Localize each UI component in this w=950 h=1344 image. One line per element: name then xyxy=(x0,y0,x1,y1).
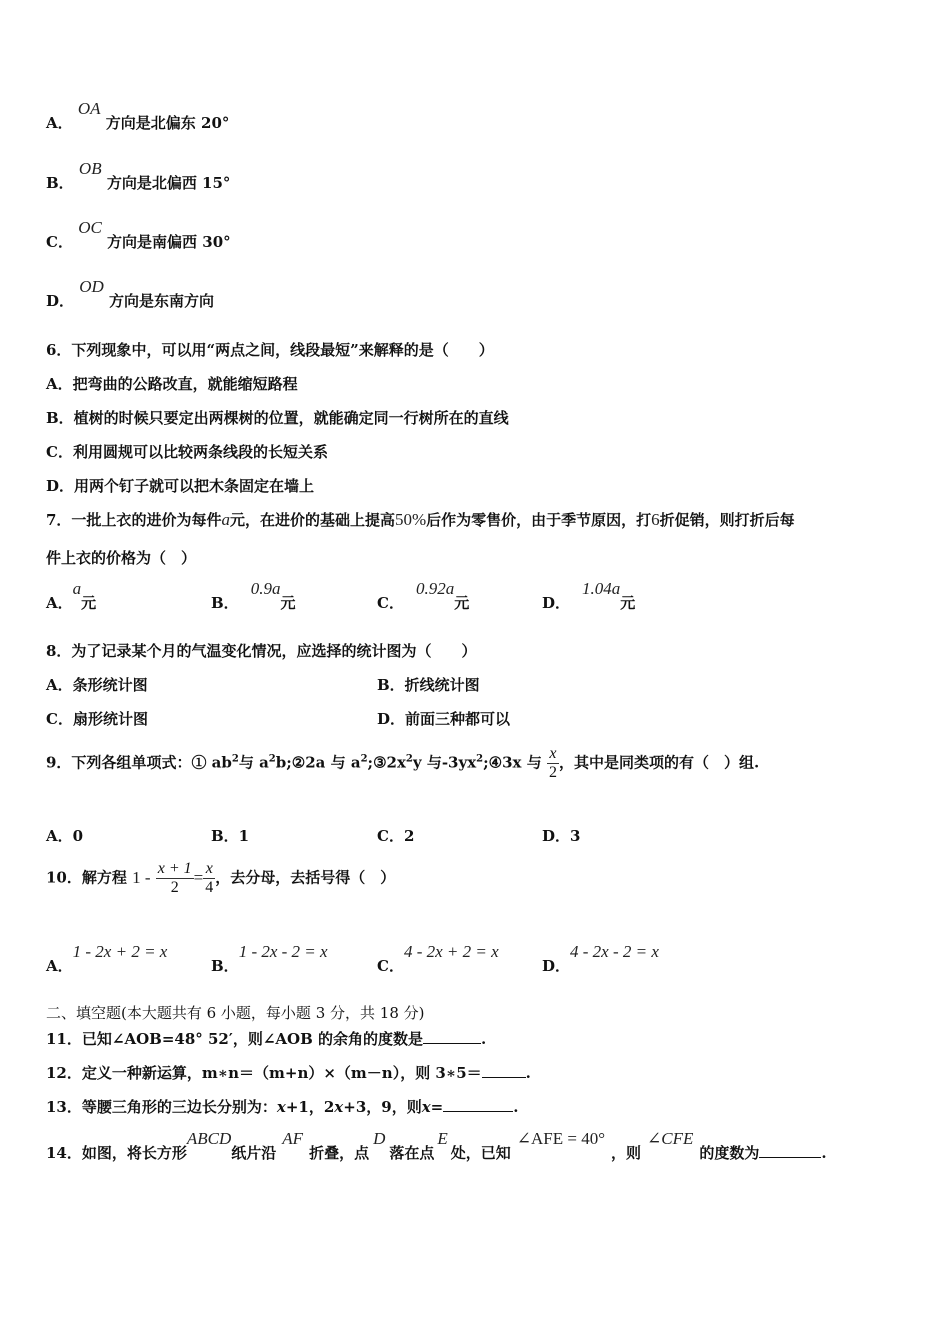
q5-option-d xyxy=(46,277,215,311)
numerator: x + 1 xyxy=(157,860,192,877)
math-expr: AF xyxy=(282,1129,304,1148)
superscript: 2 xyxy=(405,753,413,765)
math-var: x xyxy=(276,1098,286,1116)
q10-option-c xyxy=(377,942,499,976)
q14 xyxy=(46,1129,827,1163)
numerator: x xyxy=(547,745,559,764)
q13 xyxy=(46,1096,518,1117)
fraction xyxy=(547,745,559,782)
math-expr: 1 - xyxy=(132,867,151,887)
math-expr: 1 - 2x + 2 = x xyxy=(72,942,168,961)
math-expr: ABCD xyxy=(186,1129,232,1148)
stem-text: 与 a xyxy=(238,753,269,772)
stem-text: 处，已知 xyxy=(450,1144,511,1162)
numerator: x xyxy=(203,860,215,879)
q6-option-d: D．用两个钉子就可以把木条固定在墙上 xyxy=(46,477,315,495)
q5-option-c xyxy=(46,218,231,252)
option-label: A． xyxy=(46,114,73,132)
stem-text: +1，2 xyxy=(285,1098,335,1116)
math-expr: 0.9a xyxy=(250,579,281,598)
math-expr: E xyxy=(437,1129,448,1148)
superscript: 2 xyxy=(476,753,484,765)
q9-option-d: D．3 xyxy=(542,827,581,845)
math-var: a xyxy=(221,510,230,529)
stem-text: b;②2a 与 a xyxy=(275,753,361,772)
superscript: 2 xyxy=(360,753,368,765)
stem-text: = xyxy=(430,1098,444,1116)
option-label: C． xyxy=(46,233,73,251)
option-label: B． xyxy=(211,957,239,975)
stem-text: 12．定义一种新运算，m∗n＝（m+n）×（m－n），则 3∗5＝ xyxy=(46,1064,482,1082)
stem-text: ;④3x 与 xyxy=(483,753,542,772)
math-expr: ∠CFE xyxy=(647,1129,694,1148)
math-expr: ∠AFE = 40° xyxy=(516,1129,606,1148)
q10-stem xyxy=(46,860,395,897)
option-label: B． xyxy=(46,174,74,192)
q8-option-b: B．折线统计图 xyxy=(377,676,480,694)
math-var: x xyxy=(421,1098,431,1116)
ray-label: OB xyxy=(78,159,102,178)
stem-text: 折叠，点 xyxy=(309,1144,370,1162)
q9-option-a: A．0 xyxy=(46,827,84,845)
ray-label: OC xyxy=(78,218,102,237)
stem-text: 9．下列各组单项式：① ab xyxy=(46,753,232,772)
q5-option-a xyxy=(46,99,230,133)
stem-text: 纸片沿 xyxy=(231,1144,277,1162)
stem-text: ，其中是同类项的有（ ）组. xyxy=(558,753,760,772)
q6-option-a: A．把弯曲的公路改直，就能缩短路程 xyxy=(46,375,298,393)
q8-option-d: D．前面三种都可以 xyxy=(377,710,511,728)
equals: = xyxy=(193,867,204,887)
q11 xyxy=(46,1028,486,1049)
q10-option-b xyxy=(211,942,328,976)
q7-stem-line1 xyxy=(46,509,795,530)
q9-option-b: B．1 xyxy=(211,827,250,845)
math-expr: 0.92a xyxy=(415,579,455,598)
math-expr: 1.04a xyxy=(582,579,621,598)
option-label: B． xyxy=(211,594,239,612)
unit: 元 xyxy=(454,594,470,612)
stem-text: ，去分母，去括号得（ ） xyxy=(215,868,396,887)
stem-text: ，则 xyxy=(611,1144,642,1162)
option-label: A． xyxy=(46,957,73,975)
math-expr: D xyxy=(373,1129,386,1148)
period: . xyxy=(821,1144,827,1162)
q8-option-a: A．条形统计图 xyxy=(46,676,148,694)
superscript: 2 xyxy=(268,753,276,765)
q10-option-d xyxy=(542,942,659,976)
math-expr: 4 - 2x + 2 = x xyxy=(403,942,499,961)
period: . xyxy=(513,1098,519,1116)
answer-blank[interactable] xyxy=(443,1097,513,1112)
unit: 元 xyxy=(280,594,296,612)
math-var: x xyxy=(334,1098,344,1116)
denominator: 2 xyxy=(170,879,179,896)
q7-option-a xyxy=(46,579,97,613)
unit: 元 xyxy=(620,594,636,612)
answer-blank[interactable] xyxy=(423,1029,481,1044)
section-heading: 二、填空题(本大题共有 6 小题，每小题 3 分，共 18 分) xyxy=(46,1004,425,1022)
answer-blank[interactable] xyxy=(759,1143,821,1158)
option-text: 方向是北偏西 15° xyxy=(106,174,231,192)
math-number: 6 xyxy=(651,510,660,529)
stem-text: 10．解方程 xyxy=(46,868,127,887)
q6-option-b: B．植树的时候只要定出两棵树的位置，就能确定同一行树所在的直线 xyxy=(46,409,509,427)
q7-option-c xyxy=(377,579,470,613)
q9-stem xyxy=(46,745,759,782)
option-text: 方向是东南方向 xyxy=(109,292,215,310)
superscript: 2 xyxy=(231,753,239,765)
q7-option-d xyxy=(542,579,636,613)
q6-stem: 6．下列现象中，可以用“两点之间，线段最短”来解释的是（ ） xyxy=(46,341,494,359)
q7-option-b xyxy=(211,579,296,613)
denominator: 2 xyxy=(548,764,557,781)
option-label: D． xyxy=(46,292,75,310)
option-text: 方向是南偏西 30° xyxy=(107,233,231,251)
q9-option-c: C．2 xyxy=(377,827,415,845)
q8-stem: 8．为了记录某个月的气温变化情况，应选择的统计图为（ ） xyxy=(46,642,477,660)
math-expr: 4 - 2x - 2 = x xyxy=(570,942,659,961)
option-label: C． xyxy=(377,957,404,975)
stem-text: +3，9，则 xyxy=(343,1098,422,1116)
stem-text: ;③2x xyxy=(367,753,406,772)
fraction xyxy=(156,860,194,897)
stem-text: 的度数为 xyxy=(699,1144,760,1162)
stem-text: y 与-3yx xyxy=(412,753,477,772)
q10-option-a xyxy=(46,942,168,976)
stem-text: 13．等腰三角形的三边长分别为： xyxy=(46,1098,277,1116)
option-label: A． xyxy=(46,594,73,612)
answer-blank[interactable] xyxy=(482,1063,526,1078)
stem-text: 落在点 xyxy=(389,1144,435,1162)
unit: 元 xyxy=(81,594,97,612)
q6-option-c: C．利用圆规可以比较两条线段的长短关系 xyxy=(46,443,328,461)
stem-text: 7．一批上衣的进价为每件 xyxy=(46,511,222,529)
option-label: C． xyxy=(377,594,404,612)
ray-label: OD xyxy=(79,277,104,296)
math-number: 50% xyxy=(394,510,427,529)
option-label: D． xyxy=(542,594,571,612)
stem-text: 元，在进价的基础上提高 xyxy=(229,511,395,529)
stem-text: 后作为零售价，由于季节原因，打 xyxy=(426,511,652,529)
option-text: 方向是北偏东 20° xyxy=(105,114,230,132)
ray-label: OA xyxy=(77,99,101,118)
stem-text: 14．如图，将长方形 xyxy=(46,1144,187,1162)
stem-text: 折促销，则打折后每 xyxy=(659,511,795,529)
period: . xyxy=(525,1064,531,1082)
fraction xyxy=(203,860,215,897)
math-expr: 1 - 2x - 2 = x xyxy=(238,942,328,961)
q12 xyxy=(46,1062,531,1083)
denominator: 4 xyxy=(205,879,214,896)
stem-text: 11．已知∠AOB=48° 52′，则∠AOB 的余角的度数是 xyxy=(46,1030,423,1048)
option-label: D． xyxy=(542,957,571,975)
q5-option-b xyxy=(46,159,231,193)
math-expr: a xyxy=(72,579,82,598)
period: . xyxy=(481,1030,487,1048)
q7-stem-line2: 件上衣的价格为（ ） xyxy=(46,549,197,567)
q8-option-c: C．扇形统计图 xyxy=(46,710,148,728)
